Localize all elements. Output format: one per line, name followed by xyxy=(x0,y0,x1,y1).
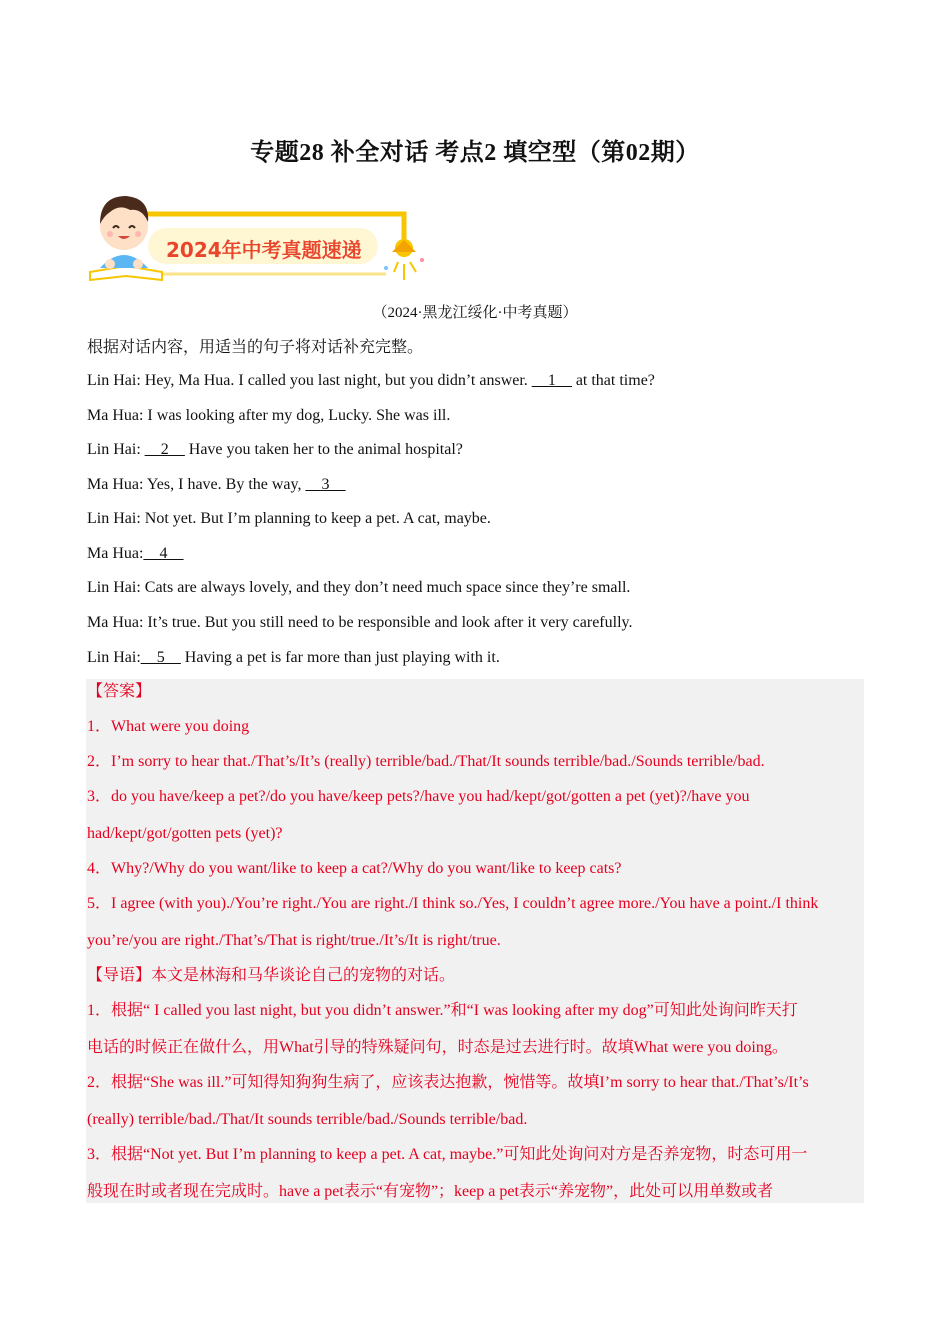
page-title: 专题28 补全对话 考点2 填空型（第02期） xyxy=(250,140,700,166)
dialogue-line: Ma Hua:__4__ xyxy=(87,545,184,562)
dialogue-line: Ma Hua: Yes, I have. By the way, __3__ xyxy=(87,476,346,493)
question-source: （2024·黑龙江绥化·中考真题） xyxy=(372,305,578,321)
dialogue-line: Lin Hai: Hey, Ma Hua. I called you last night, but you didn’t answer. __1__ at that time? xyxy=(87,372,655,389)
explanation-line: 1．根据“ I called you last night, but you didn’t answer.”和“I was looking after my dog”可知此处询问昨天打 xyxy=(87,1002,798,1019)
answer-item: 4．Why?/Why do you want/like to keep a cat?/Why do you want/like to keep cats? xyxy=(87,860,622,877)
explanation-line: 2．根据“She was ill.”可知得知狗狗生病了，应该表达抱歉，惋惜等。故填I’m sorry to hear that./That’s/It’s xyxy=(87,1074,809,1091)
banner-title: 2024年中考真题速递 xyxy=(166,238,362,262)
answer-item: you’re/you are right./That’s/That is right/true./It’s/It is right/true. xyxy=(87,932,501,949)
explanation-line: 电话的时候正在做什么，用What引导的特殊疑问句，时态是过去进行时。故填What were you doing。 xyxy=(87,1039,788,1056)
section-banner xyxy=(86,190,436,290)
blank-1[interactable]: __1__ xyxy=(531,372,572,389)
dialogue-line: Lin Hai:__5__ Having a pet is far more than just playing with it. xyxy=(87,649,500,666)
explanation-line: 3．根据“Not yet. But I’m planning to keep a pet. A cat, maybe.”可知此处询问对方是否养宠物，时态可用一 xyxy=(87,1146,808,1163)
dialogue-line: Lin Hai: __2__ Have you taken her to the animal hospital? xyxy=(87,441,463,458)
dialogue-line: Ma Hua: I was looking after my dog, Lucky. She was ill. xyxy=(87,407,451,424)
answer-item: had/kept/got/gotten pets (yet)? xyxy=(87,825,283,842)
dialogue-line: Lin Hai: Not yet. But I’m planning to keep a pet. A cat, maybe. xyxy=(87,510,491,527)
blank-2[interactable]: __2__ xyxy=(144,441,185,458)
blank-3[interactable]: __3__ xyxy=(305,476,346,493)
answer-item: 1．What were you doing xyxy=(87,718,250,735)
explanation-line: 般现在时或者现在完成时。have a pet表示“有宠物”；keep a pet表示“养宠物”，此处可以用单数或者 xyxy=(87,1183,774,1200)
answer-item: 2．I’m sorry to hear that./That’s/It’s (really) terrible/bad./That/It sounds terrible/bad./Sounds terrible/bad. xyxy=(87,753,765,770)
dialogue-line: Lin Hai: Cats are always lovely, and they don’t need much space since they’re small. xyxy=(87,579,631,596)
dialogue-line: Ma Hua: It’s true. But you still need to be responsible and look after it very carefully. xyxy=(87,614,633,631)
blank-4[interactable]: __4__ xyxy=(143,545,184,562)
answer-heading: 【答案】 xyxy=(87,683,152,700)
guide-intro: 本文是林海和马华谈论自己的宠物的对话。 xyxy=(151,967,456,984)
answer-item: 3．do you have/keep a pet?/do you have/keep pets?/have you had/kept/got/gotten a pet (yet)?/have you xyxy=(87,788,750,805)
blank-5[interactable]: __5__ xyxy=(140,649,181,666)
explanation-line: (really) terrible/bad./That/It sounds terrible/bad./Sounds terrible/bad. xyxy=(87,1111,528,1128)
guide-heading: 【导语】 xyxy=(87,967,152,984)
instruction: 根据对话内容，用适当的句子将对话补充完整。 xyxy=(87,339,424,356)
guide-line xyxy=(87,966,455,986)
answer-item: 5．I agree (with you)./You’re right./You are right./I think so./Yes, I couldn’t agree more./You have a point./I think xyxy=(87,895,819,912)
